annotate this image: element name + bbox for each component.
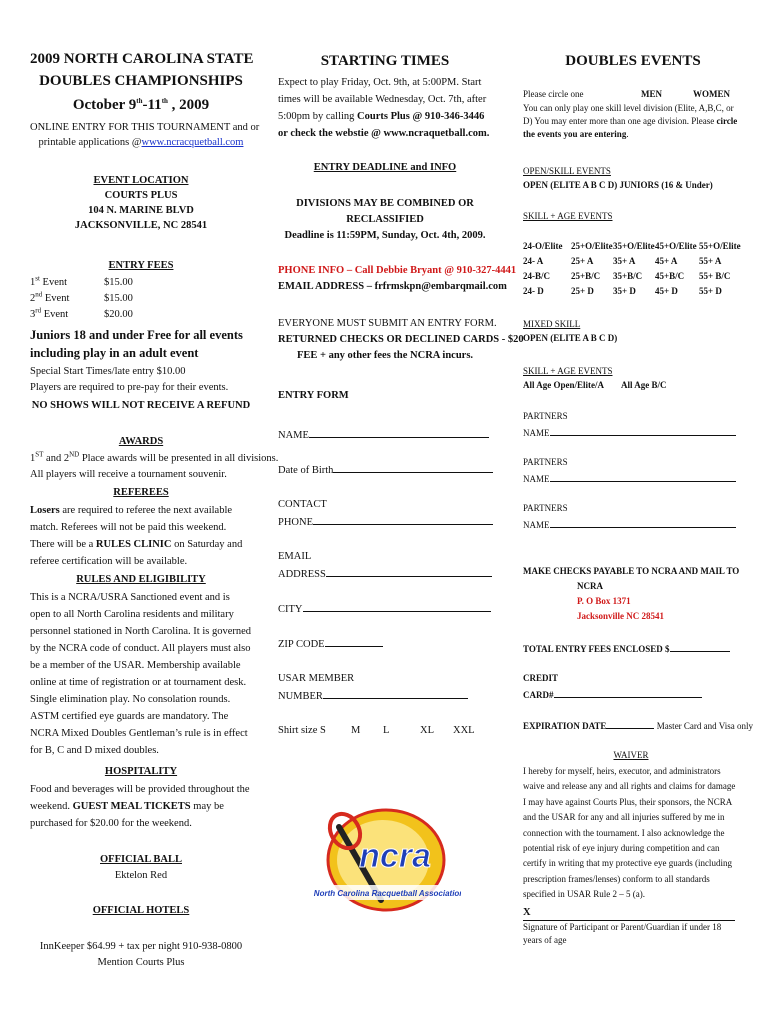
tournament-title-line2: DOUBLES CHAMPIONSHIPS (39, 73, 243, 89)
fee-row: 1st Event $15.00 (30, 274, 133, 288)
circle-one-label: Please circle one (523, 89, 584, 99)
official-hotels-heading: OFFICIAL HOTELS (92, 905, 190, 916)
age-event-option[interactable]: 25+B/C (571, 271, 601, 281)
signature-caption: Signature of Participant or Parent/Guardian if under 18 years of age (523, 922, 722, 945)
dob-field[interactable]: Date of Birth (278, 462, 493, 478)
no-shows-note: NO SHOWS WILL NOT RECEIVE A REFUND (31, 400, 251, 411)
fee-row: 2nd Event $15.00 (30, 290, 133, 304)
men-option[interactable]: MEN (641, 89, 662, 99)
age-event-option[interactable]: 55+O/Elite (699, 241, 741, 251)
partner-name-line-3[interactable] (550, 517, 736, 528)
email-label: EMAIL (278, 551, 312, 562)
online-entry-line: ONLINE ENTRY FOR THIS TOURNAMENT and or (30, 122, 260, 133)
expiration-field[interactable]: EXPIRATION DATE Master Card and Visa only (523, 718, 753, 733)
entry-fees-heading: ENTRY FEES (108, 260, 174, 271)
hotel-line2: Mention Courts Plus (97, 957, 185, 968)
age-event-option[interactable]: 35+O/Elite (613, 241, 655, 251)
official-ball: Ektelon Red (114, 870, 168, 881)
hospitality-heading: HOSPITALITY (104, 766, 178, 777)
mail-po-box: P. O Box 1371 (577, 596, 631, 606)
special-start-fee: Special Start Times/late entry $10.00 (30, 366, 186, 377)
age-event-option[interactable]: 35+ D (613, 286, 636, 296)
expiration-line[interactable] (606, 718, 654, 729)
skill-age-heading: SKILL + AGE EVENTS (523, 211, 613, 221)
tournament-dates: October 9th-11th , 2009 (72, 97, 210, 113)
starting-times-heading: STARTING TIMES (320, 53, 450, 69)
juniors-note: Juniors 18 and under Free for all events including play in an adult event (30, 328, 243, 360)
email-field[interactable]: ADDRESS (278, 566, 492, 582)
age-event-option[interactable]: 45+B/C (655, 271, 685, 281)
partner-name-line-2[interactable] (550, 471, 736, 482)
contact-label: CONTACT (278, 499, 327, 510)
partner-name-field-3[interactable]: NAME (523, 517, 736, 532)
awards-heading: AWARDS (118, 436, 164, 447)
logo-wordmark: ncra (359, 837, 431, 875)
credit-card-field[interactable]: CARD# (523, 687, 702, 702)
city-line[interactable] (303, 601, 491, 612)
age-event-option[interactable]: 45+ D (655, 286, 678, 296)
total-fees-field[interactable]: TOTAL ENTRY FEES ENCLOSED $ (523, 641, 730, 656)
open-skill-heading: OPEN/SKILL EVENTS (523, 166, 611, 176)
returned-checks-line1: RETURNED CHECKS OR DECLINED CARDS - $20 (278, 334, 524, 345)
rules-text: This is a NCRA/USRA Sanctioned event and is open to all North Carolina residents and military personnel stationed in North Carolina. It is governed by the NCRA code of conduct. All players must also be a member of the USAR. Membership available online at time of registration or at tournament desk. Single elimination play. No consolation rounds. ASTM certified eye guards are mandatory. The NCRA Mixed Doubles Gentleman’s rule is in effect for B, C and D mixed doubles. (30, 592, 252, 756)
ncra-logo-graphic (311, 805, 461, 920)
age-event-option[interactable]: 45+O/Elite (655, 241, 697, 251)
tournament-title-line1: 2009 NORTH CAROLINA STATE (30, 51, 254, 67)
partner-name-field-2[interactable]: NAME (523, 471, 736, 486)
partners-label-3: PARTNERS (523, 503, 568, 513)
everyone-note: EVERYONE MUST SUBMIT AN ENTRY FORM. (278, 318, 497, 329)
women-option[interactable]: WOMEN (693, 89, 730, 99)
age-event-option[interactable]: 25+ A (571, 256, 594, 266)
entry-deadline-heading: ENTRY DEADLINE and INFO (313, 162, 457, 173)
total-fees-line[interactable] (670, 641, 730, 652)
age-event-option[interactable]: 55+ B/C (699, 271, 731, 281)
all-age-bc-option[interactable]: All Age B/C (621, 380, 667, 390)
returned-checks-line2: FEE + any other fees the NCRA incurs. (296, 350, 474, 361)
venue-address2: JACKSONVILLE, NC 28541 (74, 220, 208, 231)
entry-form-heading: ENTRY FORM (278, 390, 349, 401)
usar-line[interactable] (323, 688, 468, 699)
rules-heading: RULES AND ELIGIBILITY (76, 574, 206, 585)
all-age-open-option[interactable]: All Age Open/Elite/A (523, 380, 604, 390)
divisions-line1: DIVISIONS MAY BE COMBINED OR (296, 198, 474, 209)
mixed-skill-heading: MIXED SKILL (523, 319, 581, 329)
venue-address1: 104 N. MARINE BLVD (88, 205, 194, 216)
hotel-line1: InnKeeper $64.99 + tax per night 910-938-0800 (39, 941, 243, 952)
fee-price: $15.00 (104, 293, 133, 304)
age-event-option[interactable]: 25+ D (571, 286, 594, 296)
phone-line[interactable] (313, 514, 493, 525)
venue-name: COURTS PLUS (104, 190, 178, 201)
shirt-size-option[interactable]: L (383, 725, 390, 736)
referees-heading: REFEREES (113, 487, 169, 498)
email-line[interactable] (326, 566, 492, 577)
age-event-option[interactable]: 55+ D (699, 286, 722, 296)
age-event-option[interactable]: 24-O/Elite (523, 241, 563, 251)
skill-note: You can only play one skill level division (Elite, A,B,C, or D) You may enter more than one age division. Please circle the events you are entering. (523, 103, 738, 139)
age-event-option[interactable]: 35+ A (613, 256, 636, 266)
fee-price: $20.00 (104, 309, 133, 320)
shirt-size-option[interactable]: XXL (453, 725, 475, 736)
age-event-option[interactable]: 24- A (523, 256, 544, 266)
skill-age2-heading: SKILL + AGE EVENTS (523, 366, 613, 376)
official-ball-heading: OFFICIAL BALL (100, 854, 182, 865)
shirt-size-option[interactable]: M (351, 725, 361, 736)
event-location-heading: EVENT LOCATION (93, 175, 189, 186)
age-event-option[interactable]: 25+O/Elite (571, 241, 613, 251)
awards-line1: 1ST and 2ND Place awards will be presented in all divisions. (30, 450, 279, 464)
fee-price: $15.00 (104, 277, 133, 288)
shirt-size-option[interactable]: XL (420, 725, 434, 736)
phone-info: PHONE INFO – Call Debbie Bryant @ 910-327-4441 (278, 265, 517, 276)
shirt-size-option[interactable]: S (320, 725, 326, 736)
partner-name-field-1[interactable]: NAME (523, 425, 736, 440)
fee-row: 3rd Event $20.00 (30, 306, 133, 320)
usar-label: USAR MEMBER (278, 673, 355, 684)
zip-line[interactable] (325, 636, 383, 647)
checks-payee: NCRA (577, 581, 603, 591)
usar-field[interactable]: NUMBER (278, 688, 468, 704)
logo-caption: North Carolina Racquetball Association (313, 889, 461, 898)
deadline-note: Deadline is 11:59PM, Sunday, Oct. 4th, 2009. (284, 230, 486, 241)
credit-label: CREDIT (523, 673, 559, 683)
age-event-option[interactable]: 55+ A (699, 256, 722, 266)
open-skill-options[interactable]: OPEN (ELITE A B C D) JUNIORS (16 & Under) (523, 180, 713, 190)
city-field[interactable]: CITY (278, 601, 491, 617)
awards-line2: All players will receive a tournament souvenir. (30, 469, 227, 480)
waiver-text: I hereby for myself, heirs, executor, and administrators waive and release any and all rights and claims for damage I may have against Courts Plus, their sponsors, the NCRA and the USAR for any and all injuries suffered by me in connection with the tournament. I also acknowledge the potential risk of eye injury during competition and can certify in writing that my protective eye guards (including prescription frames/lenses) conform to all standards specified in USAR Rule 2 – 5 (a). (523, 766, 736, 900)
zip-field[interactable]: ZIP CODE (278, 636, 383, 652)
dob-line[interactable] (333, 462, 493, 473)
mail-city: Jacksonville NC 28541 (577, 611, 665, 621)
prepay-note: Players are required to pre-pay for their events. (30, 382, 229, 393)
partner-name-line-1[interactable] (550, 425, 736, 436)
referees-text: Losers are required to referee the next available match. Referees will not be paid this weekend. There will be a RULES CLINIC on Saturday and referee certification will be available. (30, 505, 243, 567)
divisions-line2: RECLASSIFIED (346, 214, 424, 225)
credit-card-line[interactable] (554, 687, 702, 698)
name-field[interactable]: NAME (278, 427, 489, 443)
mixed-skill-options[interactable]: OPEN (ELITE A B C D) (523, 333, 618, 343)
starting-times-text: Expect to play Friday, Oct. 9th, at 5:00PM. Start times will be available Wednesday, Oct. 7th, after 5:00pm by calling Courts Plus @ 910-346-3446 or check the webstie @ www.ncraquetball.com. (278, 77, 490, 139)
checks-payable: MAKE CHECKS PAYABLE TO NCRA AND MAIL TO (523, 566, 740, 576)
website-link[interactable]: www.ncracquetball.com (141, 137, 244, 148)
hospitality-text: Food and beverages will be provided throughout the weekend. GUEST MEAL TICKETS may be purchased for $20.00 for the weekend. (30, 784, 250, 829)
age-event-option[interactable]: 35+B/C (613, 271, 643, 281)
age-event-option[interactable]: 24-B/C (523, 271, 550, 281)
ncra-logo (311, 805, 461, 920)
waiver-heading: WAIVER (613, 750, 649, 760)
doubles-events-heading: DOUBLES EVENTS (565, 53, 701, 69)
shirt-size-label: Shirt size (278, 725, 318, 736)
online-entry-line2: printable applications @www.ncracquetball.com (38, 137, 244, 148)
partners-label-2: PARTNERS (523, 457, 568, 467)
age-event-option[interactable]: 45+ A (655, 256, 678, 266)
email-info: EMAIL ADDRESS – frfrmskpn@embarqmail.com (278, 281, 507, 292)
age-event-option[interactable]: 24- D (523, 286, 544, 296)
partners-label-1: PARTNERS (523, 411, 568, 421)
name-line[interactable] (309, 427, 489, 438)
signature-field[interactable]: X (523, 905, 735, 921)
phone-field[interactable]: PHONE (278, 514, 493, 530)
